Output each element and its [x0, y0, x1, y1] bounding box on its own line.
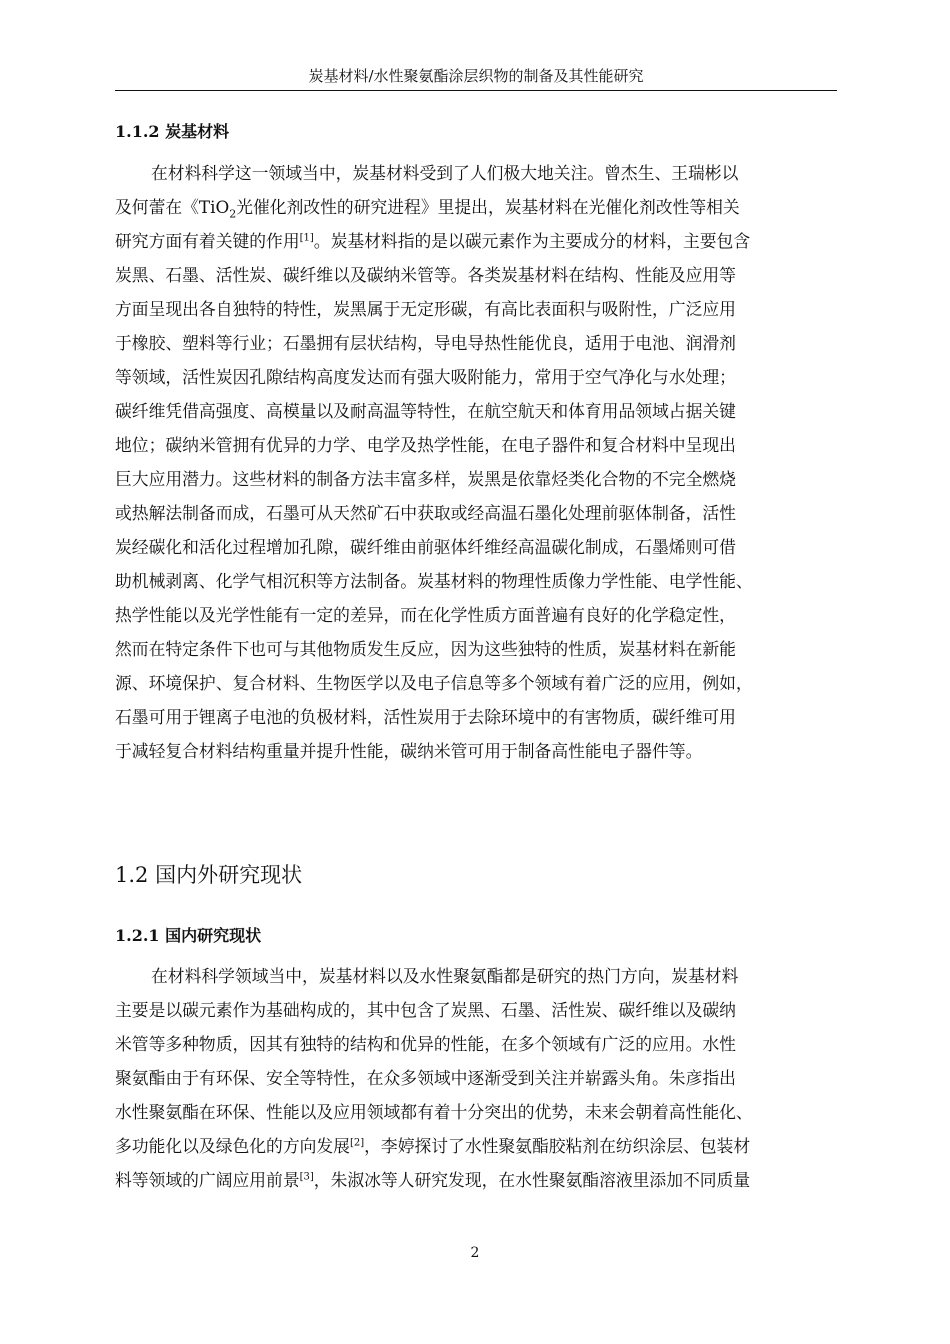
citation-ref: [1]	[299, 232, 314, 244]
paragraph-line: 米管等多种物质，因其有独特的结构和优异的性能，在多个领域有广泛的应用。水性	[115, 1034, 736, 1054]
section-1-1-2-body	[115, 156, 850, 768]
paragraph-line: 研究方面有着关键的作用[1]。炭基材料指的是以碳元素作为主要成分的材料，主要包含	[115, 231, 751, 251]
section-heading-1-1-2: 1.1.2 炭基材料	[115, 122, 230, 141]
section-heading-1-2-1: 1.2.1 国内研究现状	[115, 926, 262, 945]
paragraph-line: 在材料科学领域当中，炭基材料以及水性聚氨酯都是研究的热门方向，炭基材料	[151, 966, 739, 986]
paragraph-line: 助机械剥离、化学气相沉积等方法制备。炭基材料的物理性质像力学性能、电学性能、	[115, 571, 753, 591]
paragraph-line: 多功能化以及绿色化的方向发展[2]，李婷探讨了水性聚氨酯胶粘剂在纺织涂层、包装材	[115, 1136, 751, 1156]
paragraph-line: 石墨可用于锂离子电池的负极材料，活性炭用于去除环境中的有害物质，碳纤维可用	[115, 707, 736, 727]
header-rule	[115, 90, 837, 91]
paragraph-line: 炭黑、石墨、活性炭、碳纤维以及碳纳米管等。各类炭基材料在结构、性能及应用等	[115, 265, 736, 285]
paragraph-line: 地位；碳纳米管拥有优异的力学、电学及热学性能，在电子器件和复合材料中呈现出	[115, 435, 736, 455]
citation-ref: [3]	[299, 1171, 314, 1183]
paragraph-line: 源、环境保护、复合材料、生物医学以及电子信息等多个领域有着广泛的应用，例如，	[115, 673, 753, 693]
section-1-2-1-body	[115, 959, 850, 1197]
citation-ref: [2]	[349, 1137, 365, 1149]
page-number: 2	[470, 1245, 480, 1261]
paragraph-line: 水性聚氨酯在环保、性能以及应用领域都有着十分突出的优势，未来会朝着高性能化、	[115, 1102, 753, 1122]
paragraph-line: 聚氨酯由于有环保、安全等特性，在众多领域中逐渐受到关注并崭露头角。朱彦指出	[115, 1068, 736, 1088]
paragraph-line: 及何蕾在《TiO$_2$光催化剂改性的研究进程》里提出，炭基材料在光催化剂改性等相关	[115, 197, 740, 221]
paragraph-line: 料等领域的广阔应用前景[3]，朱淑冰等人研究发现，在水性聚氨酯溶液里添加不同质量	[115, 1170, 751, 1190]
paragraph-line: 或热解法制备而成，石墨可从天然矿石中获取或经高温石墨化处理前驱体制备，活性	[115, 503, 736, 523]
paragraph-line: 于橡胶、塑料等行业；石墨拥有层状结构，导电导热性能优良，适用于电池、润滑剂	[115, 333, 736, 353]
subscript: 2	[229, 207, 237, 221]
paragraph-line: 炭经碳化和活化过程增加孔隙，碳纤维由前驱体纤维经高温碳化制成，石墨烯则可借	[115, 537, 736, 557]
paragraph-line: 于减轻复合材料结构重量并提升性能，碳纳米管可用于制备高性能电子器件等。	[115, 741, 703, 761]
paragraph-line: 在材料科学这一领域当中，炭基材料受到了人们极大地关注。曾杰生、王瑞彬以	[151, 163, 739, 183]
paragraph-line: 巨大应用潜力。这些材料的制备方法丰富多样，炭黑是依靠烃类化合物的不完全燃烧	[115, 469, 736, 489]
section-heading-1-2: 1.2 国内外研究现状	[115, 863, 303, 887]
paragraph-line: 方面呈现出各自独特的特性，炭黑属于无定形碳，有高比表面积与吸附性，广泛应用	[115, 299, 736, 319]
paragraph-line: 热学性能以及光学性能有一定的差异，而在化学性质方面普遍有良好的化学稳定性，	[115, 605, 736, 625]
paragraph-line: 碳纤维凭借高强度、高模量以及耐高温等特性，在航空航天和体育用品领域占据关键	[115, 401, 736, 421]
paragraph-line: 主要是以碳元素作为基础构成的，其中包含了炭黑、石墨、活性炭、碳纤维以及碳纳	[115, 1000, 736, 1020]
running-header: 炭基材料/水性聚氨酯涂层织物的制备及其性能研究	[308, 67, 644, 85]
paragraph-line: 等领域，活性炭因孔隙结构高度发达而有强大吸附能力，常用于空气净化与水处理；	[115, 367, 736, 387]
paragraph-line: 然而在特定条件下也可与其他物质发生反应，因为这些独特的性质，炭基材料在新能	[115, 639, 736, 659]
